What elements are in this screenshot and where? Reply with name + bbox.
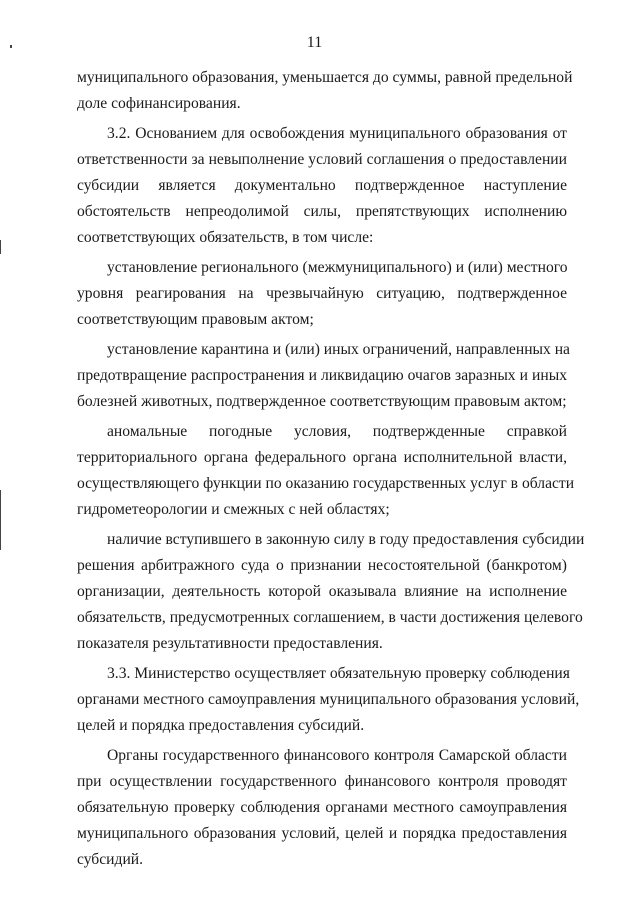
text-line: Органы государственного финансового контроля Самарской области: [107, 747, 567, 764]
text-line: целей и порядка предоставления субсидий.: [77, 717, 365, 734]
paragraph: [77, 255, 567, 333]
text-line: гидрометеорологии и смежных с ней областях;: [77, 501, 390, 518]
text-line: ответственности за невыполнение условий соглашения о предоставлении: [77, 151, 567, 168]
scan-artifact: [0, 490, 1, 550]
text-line: обязательств, предусмотренных соглашением, в части достижения целевого: [77, 609, 583, 626]
text-line: показателя результативности предоставления.: [77, 635, 383, 652]
text-line: наличие вступившего в законную силу в году предоставления субсидии: [107, 531, 585, 548]
paragraph: [77, 661, 580, 739]
text-line: территориального органа федерального органа исполнительной власти,: [77, 449, 567, 466]
scan-artifact: [0, 240, 1, 254]
text-line: уровня реагирования на чрезвычайную ситуацию, подтвержденное: [77, 285, 567, 302]
text-line: предотвращение распространения и ликвидацию очагов заразных и иных: [77, 367, 567, 384]
text-line: обязательную проверку соблюдения органами местного самоуправления: [77, 799, 567, 816]
text-line: субсидий.: [77, 851, 144, 868]
paragraph: [77, 121, 567, 251]
page-number: 11: [306, 34, 323, 51]
paragraph: [77, 527, 585, 657]
text-line: соответствующим правовым актом;: [77, 311, 314, 328]
text-line: 3.3. Министерство осуществляет обязательную проверку соблюдения: [107, 665, 570, 682]
text-line: болезней животных, подтвержденное соответствующим правовым актом;: [77, 393, 567, 410]
text-line: муниципального образования, уменьшается до суммы, равной предельной: [77, 69, 573, 86]
paragraph: [77, 337, 570, 415]
document-body: [77, 65, 585, 877]
text-line: аномальные погодные условия, подтвержденные справкой: [107, 423, 567, 440]
text-line: при осуществлении государственного финансового контроля проводят: [77, 773, 567, 790]
text-line: установление регионального (межмуниципального) и (или) местного: [107, 259, 568, 276]
text-line: муниципального образования условий, целей и порядка предоставления: [77, 825, 567, 842]
text-line: субсидии является документально подтвержденное наступление: [77, 177, 567, 194]
text-line: доле софинансирования.: [77, 95, 241, 112]
text-line: органами местного самоуправления муниципального образования условий,: [77, 691, 580, 708]
text-line: решения арбитражного суда о признании несостоятельной (банкротом): [77, 557, 567, 574]
text-line: соответствующих обязательств, в том числе:: [77, 229, 374, 246]
text-line: обстоятельств непреодолимой силы, препятствующих исполнению: [77, 203, 567, 220]
text-line: установление карантина и (или) иных ограничений, направленных на: [107, 341, 570, 358]
text-line: осуществляющего функции по оказанию государственных услуг в области: [77, 475, 575, 492]
paragraph: [77, 65, 573, 117]
paragraph: [77, 419, 575, 523]
paragraph: [77, 743, 567, 873]
text-line: организации, деятельность которой оказывала влияние на исполнение: [77, 583, 567, 600]
text-line: 3.2. Основанием для освобождения муниципального образования от: [107, 125, 567, 142]
